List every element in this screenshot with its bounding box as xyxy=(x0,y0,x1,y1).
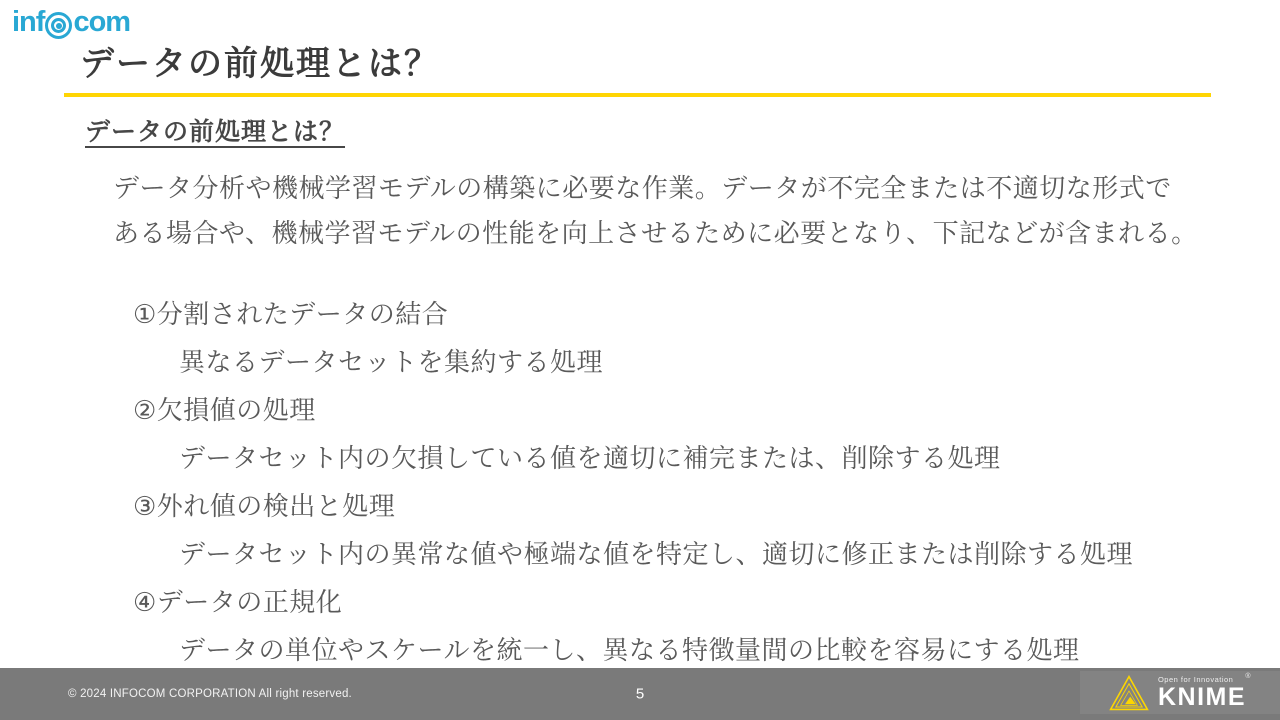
infocom-logo-text-com: com xyxy=(73,6,131,38)
paragraph-line-1: データ分析や機械学習モデルの構築に必要な作業。データが不完全または不適切な形式で xyxy=(113,173,1172,203)
knime-registered-mark: ® xyxy=(1245,673,1252,680)
knime-logo xyxy=(1080,671,1280,714)
list-item-detail: データセット内の異常な値や極端な値を特定し、適切に修正または削除する処理 xyxy=(179,539,1134,569)
knime-triangle-icon xyxy=(1109,675,1149,711)
list-item-label: ①分割されたデータの結合 xyxy=(133,299,449,329)
list-item-label: ③外れ値の検出と処理 xyxy=(133,491,396,521)
list-item-detail: データの単位やスケールを統一し、異なる特徴量間の比較を容易にする処理 xyxy=(179,635,1080,665)
footer-bar xyxy=(0,668,1280,720)
list-item xyxy=(133,386,1198,482)
knime-wordmark: KNIME xyxy=(1157,683,1247,711)
infocom-logo xyxy=(12,8,130,37)
page-number: 5 xyxy=(635,685,645,703)
list-item-detail: データセット内の欠損している値を適切に補完または、削除する処理 xyxy=(179,443,1001,473)
intro-paragraph xyxy=(113,166,1198,256)
title-accent-line xyxy=(64,93,1211,97)
list-item-label: ②欠損値の処理 xyxy=(133,395,316,425)
list-item xyxy=(133,290,1198,386)
page-title: データの前処理とは？ xyxy=(80,45,440,83)
infocom-logo-text-inf: inf xyxy=(12,6,45,38)
preprocessing-list xyxy=(133,290,1198,674)
paragraph-line-2: ある場合や、機械学習モデルの性能を向上させるために必要となり、下記などが含まれる。 xyxy=(113,218,1198,248)
knime-tagline: Open for Innovation xyxy=(1157,675,1234,684)
list-item xyxy=(133,578,1198,674)
list-item-label: ④データの正規化 xyxy=(133,587,343,617)
infocom-logo-target-icon xyxy=(45,12,72,39)
list-item xyxy=(133,482,1198,578)
knime-logo-text xyxy=(1158,675,1251,710)
list-item-detail: 異なるデータセットを集約する処理 xyxy=(179,347,604,377)
infocom-logo-target-dot xyxy=(56,23,62,29)
copyright-text: © 2024 INFOCOM CORPORATION All right reserved. xyxy=(68,688,352,700)
section-heading: データの前処理とは？ xyxy=(85,118,346,146)
slide-content xyxy=(85,112,1198,674)
